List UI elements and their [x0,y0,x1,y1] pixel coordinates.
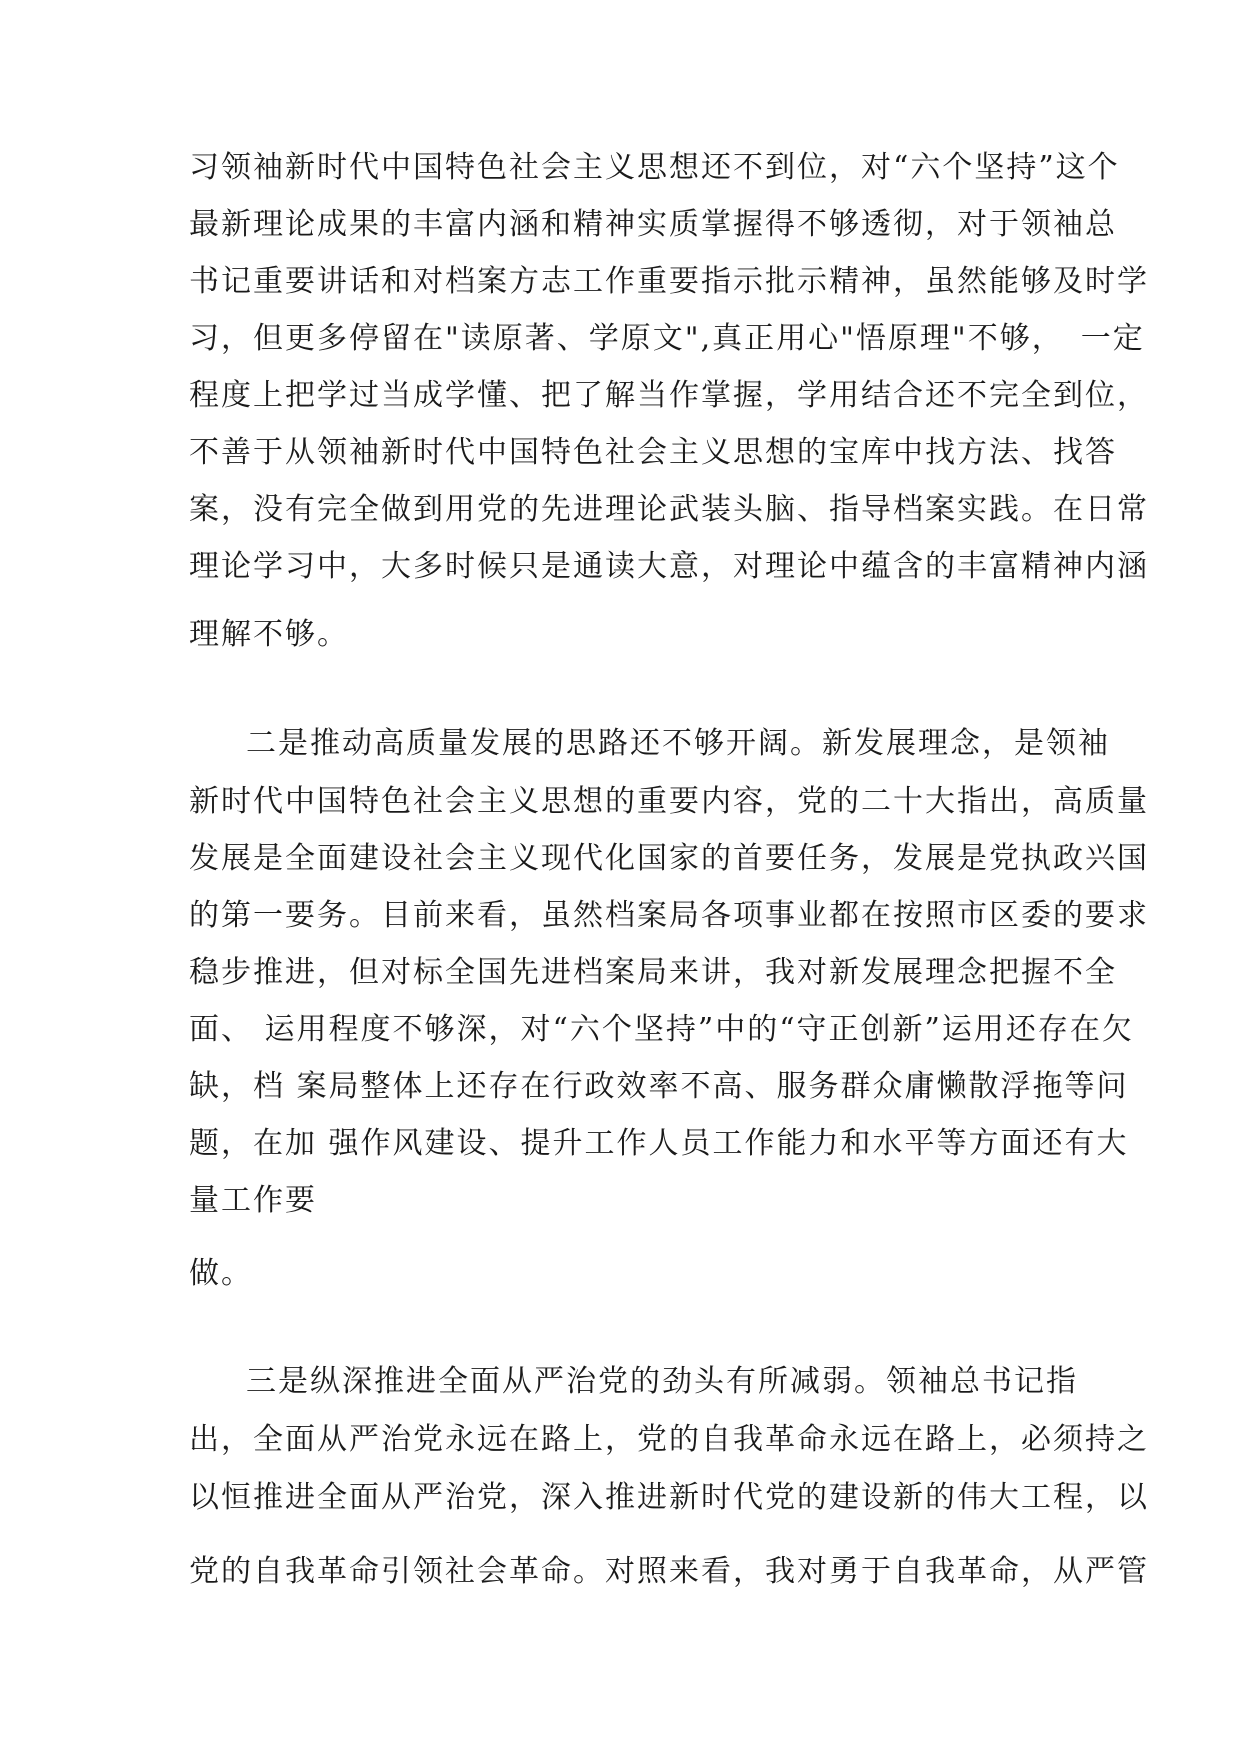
text-line: 面、 运用程度不够深，对“六个坚持”中的“守正创新”运用还存在欠 [189,1012,1134,1047]
text-line: 案，没有完全做到用党的先进理论武装头脑、指导档案实践。在日常 [189,492,1149,527]
text-line: 发展是全面建设社会主义现代化国家的首要任务，发展是党执政兴国 [189,841,1149,876]
text-line: 缺，档 案局整体上还存在行政效率不高、服务群众庸懒散浮拖等问 [189,1069,1129,1104]
text-line: 书记重要讲话和对档案方志工作重要指示批示精神，虽然能够及时学 [189,264,1149,299]
text-line: 稳步推进，但对标全国先进档案局来讲，我对新发展理念把握不全 [189,955,1117,990]
text-line: 量工作要 [189,1183,317,1218]
paragraph-heading-line: 二是推动高质量发展的思路还不够开阔。新发展理念，是领袖 [246,726,1110,761]
text-line: 出，全面从严治党永远在路上，党的自我革命永远在路上，必须持之 [189,1422,1149,1457]
text-line: 习，但更多停留在"读原著、学原文",真正用心"悟原理"不够， 一定 [189,321,1145,356]
text-line: 党的自我革命引领社会革命。对照来看，我对勇于自我革命，从严管 [189,1554,1149,1589]
text-line: 不善于从领袖新时代中国特色社会主义思想的宝库中找方法、找答 [189,435,1117,470]
text-line: 最新理论成果的丰富内涵和精神实质掌握得不够透彻，对于领袖总 [189,207,1117,242]
text-line: 程度上把学过当成学懂、把了解当作掌握，学用结合还不完全到位， [189,378,1149,413]
text-line: 新时代中国特色社会主义思想的重要内容，党的二十大指出，高质量 [189,784,1149,819]
text-line: 理解不够。 [189,617,349,652]
text-line: 题，在加 强作风建设、提升工作人员工作能力和水平等方面还有大 [189,1126,1129,1161]
paragraph-heading-line: 三是纵深推进全面从严治党的劲头有所减弱。领袖总书记指 [246,1364,1078,1399]
text-line: 以恒推进全面从严治党，深入推进新时代党的建设新的伟大工程，以 [189,1480,1149,1515]
text-line: 做。 [189,1256,253,1291]
text-line: 理论学习中，大多时候只是通读大意，对理论中蕴含的丰富精神内涵 [189,549,1149,584]
text-line: 的第一要务。目前来看，虽然档案局各项事业都在按照市区委的要求 [189,898,1149,933]
text-line: 习领袖新时代中国特色社会主义思想还不到位，对“六个坚持”这个 [189,150,1120,185]
